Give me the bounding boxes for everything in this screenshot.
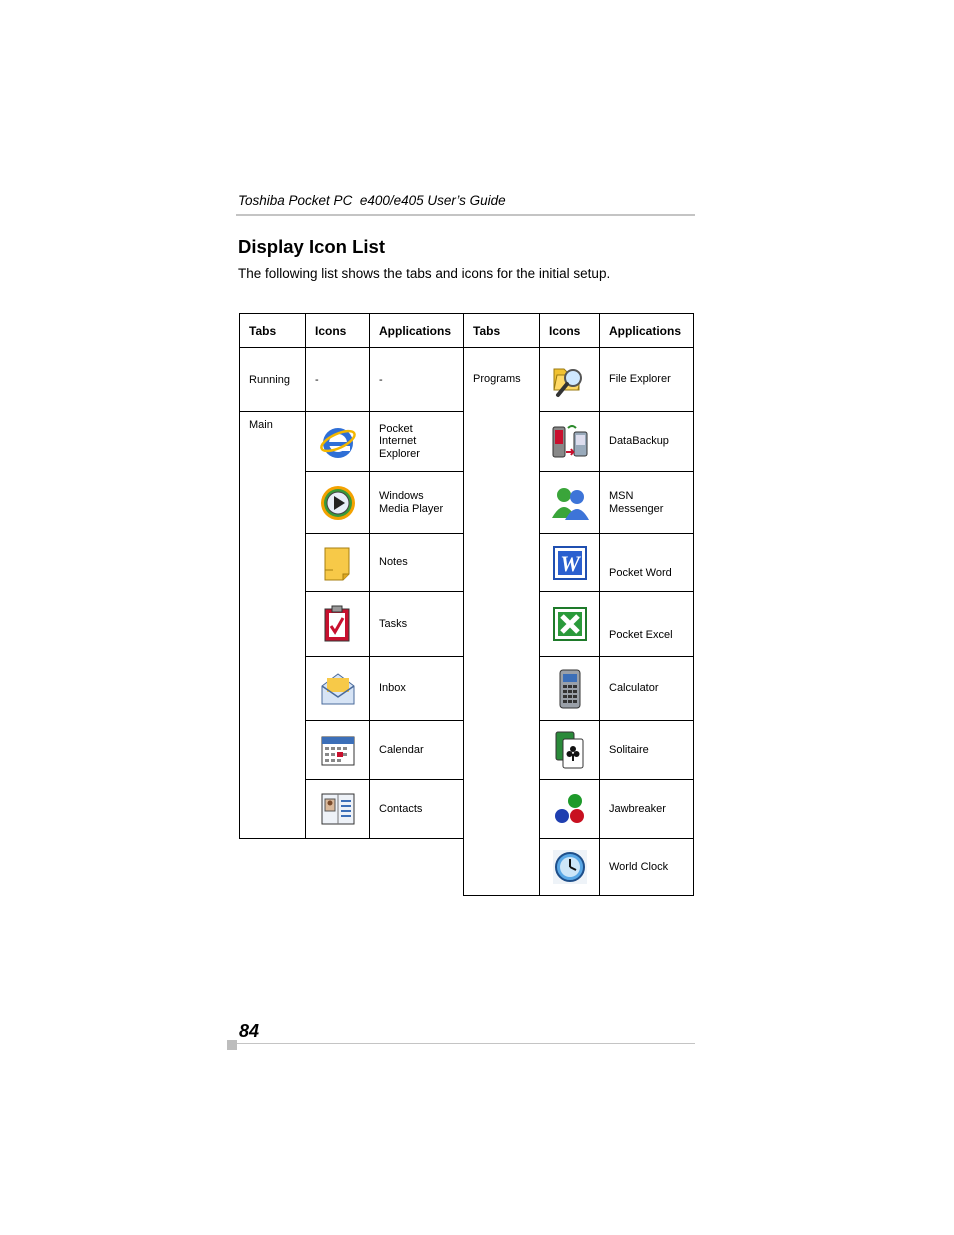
inbox-icon bbox=[319, 670, 357, 708]
header-rule bbox=[236, 214, 695, 216]
running-app-cell: - bbox=[370, 348, 464, 412]
tab-running: Running bbox=[240, 348, 306, 412]
col-header-applications-2: Applications bbox=[600, 314, 694, 348]
col-header-tabs-2: Tabs bbox=[464, 314, 540, 348]
app-contacts: Contacts bbox=[370, 780, 464, 839]
icon-cell bbox=[306, 534, 370, 592]
icon-cell bbox=[540, 721, 600, 780]
intro-text: The following list shows the tabs and icons for the initial setup. bbox=[238, 266, 611, 281]
app-notes: Notes bbox=[370, 534, 464, 592]
calculator-icon bbox=[555, 668, 585, 710]
tab-programs: Programs bbox=[464, 348, 540, 896]
app-media-player: Windows Media Player bbox=[370, 472, 464, 534]
app-inbox: Inbox bbox=[370, 657, 464, 721]
icon-cell bbox=[540, 592, 600, 657]
table-row bbox=[240, 348, 694, 412]
icon-cell bbox=[540, 348, 600, 412]
icon-table bbox=[239, 313, 694, 896]
jawbreaker-icon bbox=[552, 791, 588, 827]
col-header-tabs: Tabs bbox=[240, 314, 306, 348]
tasks-icon bbox=[321, 604, 355, 644]
app-file-explorer: File Explorer bbox=[600, 348, 694, 412]
header-row bbox=[240, 314, 694, 348]
icon-cell bbox=[306, 412, 370, 472]
footer-rule bbox=[236, 1043, 695, 1044]
col-header-icons: Icons bbox=[306, 314, 370, 348]
solitaire-icon bbox=[553, 729, 587, 771]
icon-cell bbox=[540, 839, 600, 896]
internet-explorer-icon bbox=[318, 422, 358, 462]
notes-icon bbox=[321, 544, 355, 582]
tab-main: Main bbox=[240, 412, 306, 839]
pocket-word-icon bbox=[552, 544, 588, 582]
pocket-excel-icon bbox=[552, 605, 588, 643]
icon-cell bbox=[306, 592, 370, 657]
col-header-icons-2: Icons bbox=[540, 314, 600, 348]
app-jawbreaker: Jawbreaker bbox=[600, 780, 694, 839]
app-internet-explorer: Pocket Internet Explorer bbox=[370, 412, 464, 472]
app-calendar: Calendar bbox=[370, 721, 464, 780]
section-title: Display Icon List bbox=[238, 236, 386, 257]
media-player-icon bbox=[318, 483, 358, 523]
icon-cell bbox=[540, 657, 600, 721]
app-tasks: Tasks bbox=[370, 592, 464, 657]
calendar-icon bbox=[319, 731, 357, 769]
icon-cell bbox=[540, 472, 600, 534]
running-head: Toshiba Pocket PC e400/e405 User’s Guide bbox=[238, 193, 506, 208]
icon-cell bbox=[306, 657, 370, 721]
page-corner-mark bbox=[227, 1040, 237, 1050]
col-header-applications: Applications bbox=[370, 314, 464, 348]
page-number: 84 bbox=[239, 1021, 260, 1041]
icon-cell bbox=[306, 721, 370, 780]
icon-cell bbox=[540, 780, 600, 839]
icon-cell bbox=[540, 412, 600, 472]
file-explorer-icon bbox=[552, 361, 588, 399]
icon-cell bbox=[306, 780, 370, 839]
app-pocket-word: Pocket Word bbox=[600, 534, 694, 592]
svg-text:W: W bbox=[559, 550, 580, 576]
databackup-icon bbox=[550, 422, 590, 462]
app-databackup: DataBackup bbox=[600, 412, 694, 472]
app-pocket-excel: Pocket Excel bbox=[600, 592, 694, 657]
running-icon-cell: - bbox=[306, 348, 370, 412]
icon-cell bbox=[306, 472, 370, 534]
world-clock-icon bbox=[551, 848, 589, 886]
app-calculator: Calculator bbox=[600, 657, 694, 721]
app-solitaire: Solitaire bbox=[600, 721, 694, 780]
icon-cell bbox=[540, 534, 600, 592]
app-world-clock: World Clock bbox=[600, 839, 694, 896]
msn-messenger-icon bbox=[550, 484, 590, 522]
app-msn-messenger: MSN Messenger bbox=[600, 472, 694, 534]
contacts-icon bbox=[319, 790, 357, 828]
